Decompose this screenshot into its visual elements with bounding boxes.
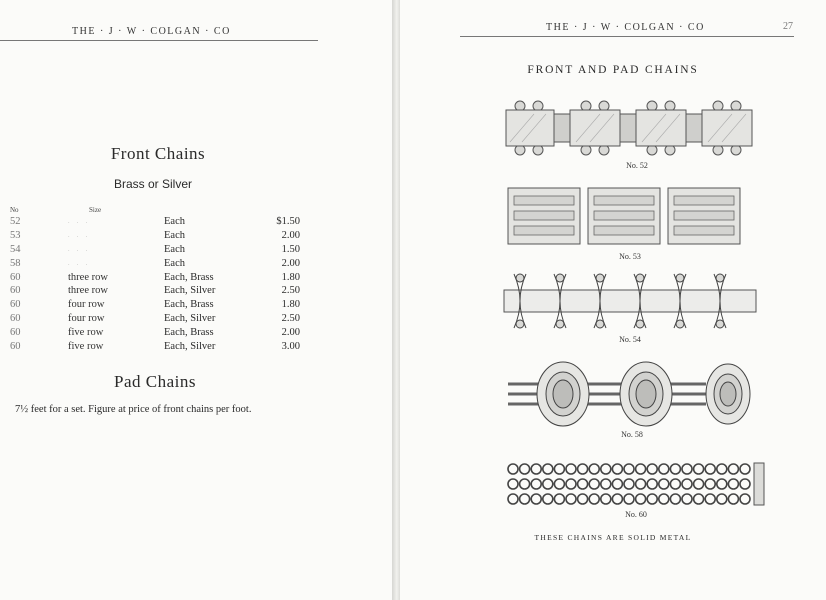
- row-size: [68, 229, 164, 243]
- caption-no-58: No. 58: [621, 430, 643, 439]
- price-row: [10, 256, 300, 270]
- front-chains-subtitle: Brass or Silver: [113, 177, 193, 191]
- right-header-rule: [460, 36, 794, 37]
- left-page: [0, 0, 392, 600]
- row-size: five row: [68, 340, 104, 352]
- price-table: [10, 215, 300, 353]
- front-chains-title: Front Chains: [110, 144, 206, 163]
- row-price: 3.00: [281, 340, 300, 352]
- chain-no-60-illustration: [506, 459, 766, 509]
- row-description: Each, Brass: [164, 326, 214, 338]
- row-price: 2.00: [281, 230, 300, 242]
- size-marks: · · ·: [68, 235, 91, 241]
- price-row: [10, 312, 300, 326]
- row-size: five row: [68, 326, 104, 338]
- row-price: 1.50: [281, 243, 300, 255]
- chain-no-54-illustration: [504, 270, 756, 332]
- row-description: Each, Brass: [164, 271, 214, 283]
- price-row: [10, 339, 300, 353]
- right-page: [400, 0, 826, 600]
- row-description: Each: [164, 216, 185, 228]
- row-description: Each, Brass: [164, 299, 214, 311]
- price-row: [10, 243, 300, 257]
- row-number: 52: [10, 216, 21, 228]
- page-number: 27: [783, 21, 793, 32]
- pad-chains-title: Pad Chains: [114, 372, 196, 391]
- row-size: four row: [68, 299, 105, 311]
- row-size: [68, 256, 164, 270]
- price-row: [10, 270, 300, 284]
- caption-no-53: No. 53: [619, 252, 641, 261]
- row-size: three row: [68, 271, 108, 283]
- row-size: four row: [68, 312, 105, 324]
- chain-no-53-illustration: [506, 186, 746, 246]
- row-description: Each: [164, 257, 185, 269]
- row-number: 60: [10, 285, 21, 297]
- caption-no-54: No. 54: [619, 335, 641, 344]
- solid-metal-footer: THESE CHAINS ARE SOLID METAL: [534, 533, 692, 542]
- row-price: 2.00: [281, 257, 300, 269]
- price-row: [10, 298, 300, 312]
- row-price: 2.00: [281, 326, 300, 338]
- left-running-header: THE · J · W · COLGAN · CO: [72, 26, 231, 37]
- row-size: three row: [68, 285, 108, 297]
- row-price: 2.50: [281, 312, 300, 324]
- row-description: Each: [164, 243, 185, 255]
- row-size: [68, 243, 164, 257]
- book-gutter: [392, 0, 400, 600]
- row-number: 60: [10, 326, 21, 338]
- chain-no-52-illustration: [498, 96, 760, 160]
- size-marks: · · ·: [68, 262, 91, 268]
- row-description: Each: [164, 230, 185, 242]
- row-description: Each, Silver: [164, 312, 216, 324]
- row-number: 58: [10, 257, 21, 269]
- row-number: 60: [10, 299, 21, 311]
- column-header-no: No: [10, 206, 19, 214]
- row-price: 2.50: [281, 285, 300, 297]
- size-marks: · · ·: [68, 248, 91, 254]
- row-number: 54: [10, 243, 21, 255]
- row-number: 60: [10, 312, 21, 324]
- row-number: 60: [10, 340, 21, 352]
- row-price: 1.80: [281, 271, 300, 283]
- size-marks: · · ·: [68, 221, 91, 227]
- row-price: $1.50: [276, 216, 300, 228]
- price-row: [10, 325, 300, 339]
- row-description: Each, Silver: [164, 285, 216, 297]
- row-description: Each, Silver: [164, 340, 216, 352]
- price-row: [10, 215, 300, 229]
- price-row: [10, 229, 300, 243]
- row-number: 60: [10, 271, 21, 283]
- right-running-header: THE · J · W · COLGAN · CO: [546, 22, 705, 33]
- caption-no-52: No. 52: [626, 161, 648, 170]
- row-number: 53: [10, 230, 21, 242]
- row-price: 1.80: [281, 299, 300, 311]
- column-header-size: Size: [89, 206, 102, 214]
- price-row: [10, 284, 300, 298]
- chain-no-58-illustration: [506, 360, 750, 428]
- left-header-rule: [0, 40, 318, 41]
- caption-no-60: No. 60: [625, 510, 647, 519]
- row-size: [68, 215, 164, 229]
- pad-chains-text: 7½ feet for a set. Figure at price of front chains per foot.: [15, 404, 252, 415]
- right-page-title: FRONT AND PAD CHAINS: [527, 64, 699, 76]
